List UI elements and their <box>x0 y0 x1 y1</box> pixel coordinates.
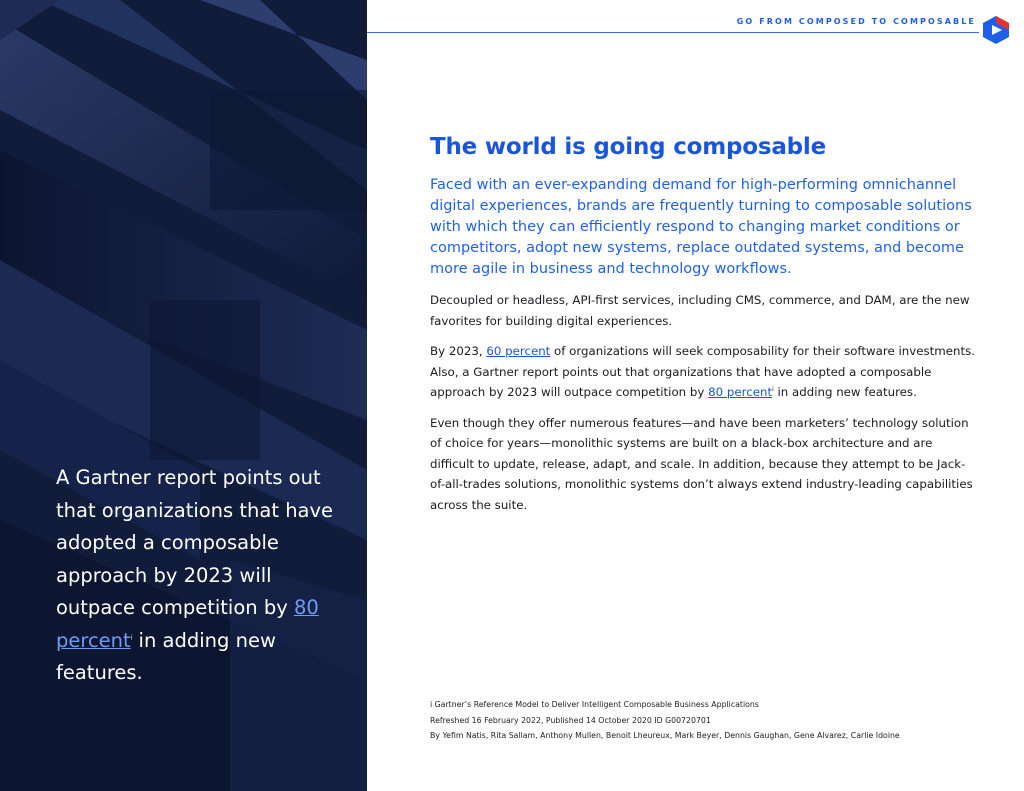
body-paragraph-1: Decoupled or headless, API-first services, including CMS, commerce, and DAM, are the new favorites for building digital experiences. <box>430 293 970 328</box>
header-title: GO FROM COMPOSED TO COMPOSABLE <box>736 17 976 26</box>
pull-quote-footnote-marker: i <box>130 634 133 641</box>
para2-text-c: in adding new features. <box>773 385 917 399</box>
para2-text-a: By 2023, <box>430 344 487 358</box>
brand-logo-icon <box>983 16 1009 44</box>
header-divider <box>367 32 979 33</box>
footnote-line-2: Refreshed 16 February 2022, Published 14 October 2020 ID G00720701 <box>430 715 711 725</box>
footnote-marker: i <box>772 386 774 394</box>
lead-paragraph: Faced with an ever-expanding demand for high-performing omnichannel digital experiences, brands are frequently turning to composable solutions with which they can efficiently respond to changing market conditions or competitors, adopt new systems, replace outdated systems, and become more agile in business and technology workflows. <box>430 177 972 277</box>
footnote-line-1: i Gartner’s Reference Model to Deliver Intelligent Composable Business Applications <box>430 700 759 709</box>
pull-quote <box>56 462 346 690</box>
body-paragraph-3: Even though they offer numerous features—and have been marketers’ technology solution of choice for years—monolithic systems are built on a black-box architecture and are difficult to update, release, adapt, and scale. In addition, because they attempt to be Jack-of-all-trades solutions, monolithic systems don’t always extend industry-leading capabilities across the suite. <box>430 415 973 512</box>
footnote-line-3: By Yefim Natis, Rita Sallam, Anthony Mullen, Benoit Lheureux, Mark Beyer, Dennis Gaughan, Gene Alvarez, Carlie Idoine <box>430 731 900 740</box>
pull-quote-80-percent-link[interactable]: 80 percent <box>56 596 319 652</box>
main-content <box>430 134 975 515</box>
pull-quote-text-end: in adding new features. <box>56 628 276 684</box>
page-title: The world is going composable <box>430 134 827 160</box>
pull-quote-text: A Gartner report points out that organizations that have adopted a composable approach by 2023 will outpace competition by <box>56 466 334 619</box>
footnotes <box>430 697 990 744</box>
body-paragraph-2 <box>430 341 975 403</box>
para2-text-b: of organizations will seek composability for their software investments. Also, a Gartner report points out that organizations that have adopted a composable approach by 2023 will outpace competition by <box>430 344 975 399</box>
left-panel <box>0 0 367 791</box>
60-percent-link[interactable]: 60 percent <box>486 344 551 358</box>
80-percent-link[interactable]: 80 percent <box>708 385 773 399</box>
